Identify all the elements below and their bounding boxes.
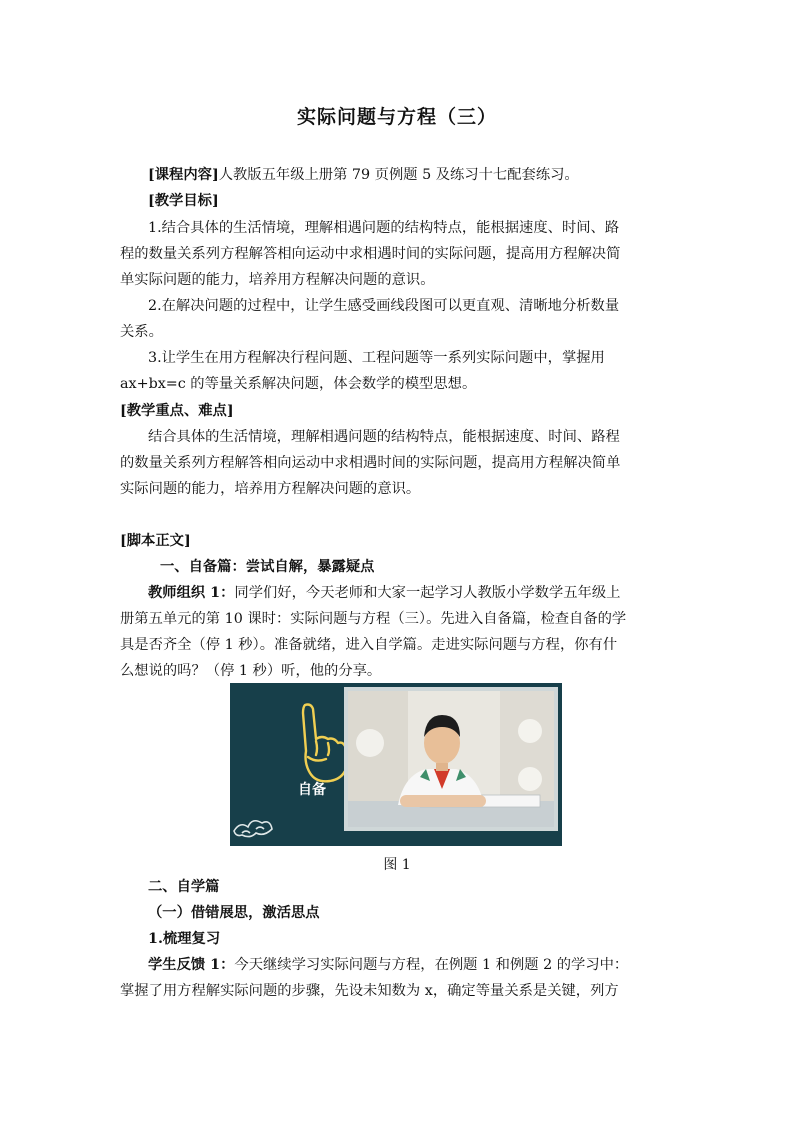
goal1-line: 单实际问题的能力，培养用方程解决问题的意识。 xyxy=(120,272,435,288)
section2-heading: 二、自学篇 xyxy=(148,879,220,895)
teacher-line: 么想说的吗？（停 1 秒）听，他的分享。 xyxy=(120,663,382,679)
teacher-line: 册第五单元的第 10 课时：实际问题与方程（三）。先进入自备篇，检查自备的学 xyxy=(120,611,627,627)
cloud-decoration-icon xyxy=(234,821,272,837)
figure-illustration xyxy=(230,683,562,846)
key-line: 的数量关系列方程解答相向运动中求相遇时间的实际问题，提高用方程解决简单 xyxy=(120,455,621,471)
teacher-label: 教师组织 1： xyxy=(148,585,235,601)
goal2-line: 关系。 xyxy=(120,324,163,340)
course-label: [课程内容] xyxy=(148,167,219,183)
student-text: 今天继续学习实际问题与方程，在例题 1 和例题 2 的学习中： xyxy=(234,957,629,973)
goal3-line: 3.让学生在用方程解决行程问题、工程问题等一系列实际问题中，掌握用 xyxy=(148,350,605,366)
section1-heading: 一、自备篇：尝试自解，暴露疑点 xyxy=(160,559,375,575)
course-line xyxy=(120,162,708,188)
goal1-line: 1.结合具体的生活情境，理解相遇问题的结构特点，能根据速度、时间、路 xyxy=(148,220,620,236)
teacher-line: 具是否齐全（停 1 秒）。准备就绪，进入自学篇。走进实际问题与方程，你有什 xyxy=(120,637,618,653)
sub1-1-heading: 1.梳理复习 xyxy=(148,931,221,947)
figure-1 xyxy=(230,683,562,846)
goal3-line: ax+bx=c 的等量关系解决问题，体会数学的模型思想。 xyxy=(120,376,477,392)
figure-badge-text: 自备 xyxy=(298,782,326,798)
goal1-line: 程的数量关系列方程解答相向运动中求相遇时间的实际问题，提高用方程解决简 xyxy=(120,246,621,262)
doc-title: 实际问题与方程（三） xyxy=(296,106,497,128)
figure-caption: 图 1 xyxy=(383,857,411,873)
sub1-heading: （一）借错展思，激活思点 xyxy=(148,905,320,921)
goal2-line: 2.在解决问题的过程中，让学生感受画线段图可以更直观、清晰地分析数量 xyxy=(148,298,620,314)
goals-heading: [教学目标] xyxy=(148,193,219,209)
teacher-line xyxy=(120,580,708,606)
key-line: 结合具体的生活情境，理解相遇问题的结构特点，能根据速度、时间、路程 xyxy=(148,429,620,445)
student-label: 学生反馈 1： xyxy=(148,957,235,973)
key-heading: [教学重点、难点] xyxy=(120,403,234,419)
script-heading: [脚本正文] xyxy=(120,533,191,549)
key-line: 实际问题的能力，培养用方程解决问题的意识。 xyxy=(120,481,421,497)
teacher-text: 同学们好，今天老师和大家一起学习人教版小学数学五年级上 xyxy=(234,585,621,601)
hand-icon xyxy=(303,705,348,782)
student-line: 掌握了用方程解实际问题的步骤，先设未知数为 x，确定等量关系是关键，列方 xyxy=(120,983,619,999)
student-line xyxy=(120,952,708,978)
student-photo xyxy=(348,691,554,827)
course-text: 人教版五年级上册第 79 页例题 5 及练习十七配套练习。 xyxy=(218,167,579,183)
